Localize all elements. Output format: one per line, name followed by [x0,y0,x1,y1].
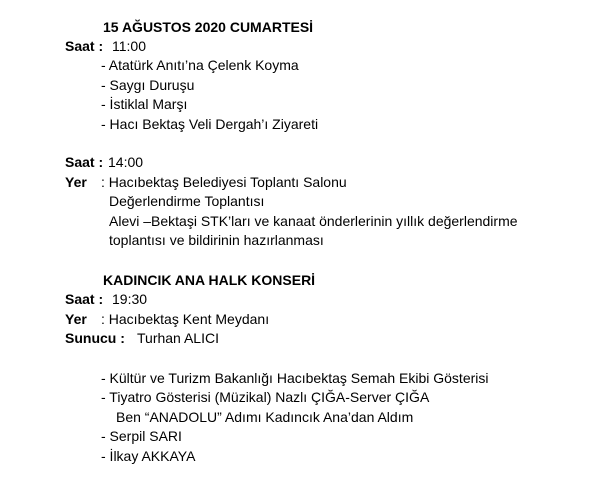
section3-host-label: Sunucu : [65,330,125,346]
section2-time-label: Saat : [65,154,104,170]
section1-time-value: 11:00 [112,38,146,54]
list-item: - Serpil SARI [101,428,182,444]
section1-heading: 15 AĞUSTOS 2020 CUMARTESİ [103,19,314,35]
list-item: - Saygı Duruşu [101,77,195,93]
section1-time-label: Saat : [65,38,104,54]
section3-host-value: Turhan ALICI [137,330,219,346]
section3-time-value: 19:30 [112,291,148,307]
section3-time-label: Saat : [65,291,104,307]
list-item: Ben “ANADOLU” Adımı Kadıncık Ana’dan Aldım [116,409,414,425]
list-item: - Tiyatro Gösterisi (Müzikal) Nazlı ÇIĞA-Server ÇIĞA [101,389,430,405]
section3-place-value: : Hacıbektaş Kent Meydanı [101,311,270,327]
section2-line: Değerlendirme Toplantısı [109,193,265,209]
section2-line: Alevi –Bektaşi STK’ları ve kanaat önderlerinin yıllık değerlendirme [109,213,518,229]
list-item: - İstiklal Marşı [101,96,188,112]
list-item: - İlkay AKKAYA [101,448,196,464]
section2-line: toplantısı ve bildirinin hazırlanması [109,232,324,248]
section3-heading: KADINCIK ANA HALK KONSERİ [103,272,316,288]
list-item: - Hacı Bektaş Veli Dergah’ı Ziyareti [101,116,319,132]
section2-place-value: : Hacıbektaş Belediyesi Toplantı Salonu [101,174,347,190]
list-item: - Kültür ve Turizm Bakanlığı Hacıbektaş Semah Ekibi Gösterisi [101,370,489,386]
section2-place-label: Yer [65,174,87,190]
section3-place-label: Yer [65,311,87,327]
section2-time-value: 14:00 [108,154,144,170]
list-item: - Atatürk Anıtı’na Çelenk Koyma [101,57,299,73]
